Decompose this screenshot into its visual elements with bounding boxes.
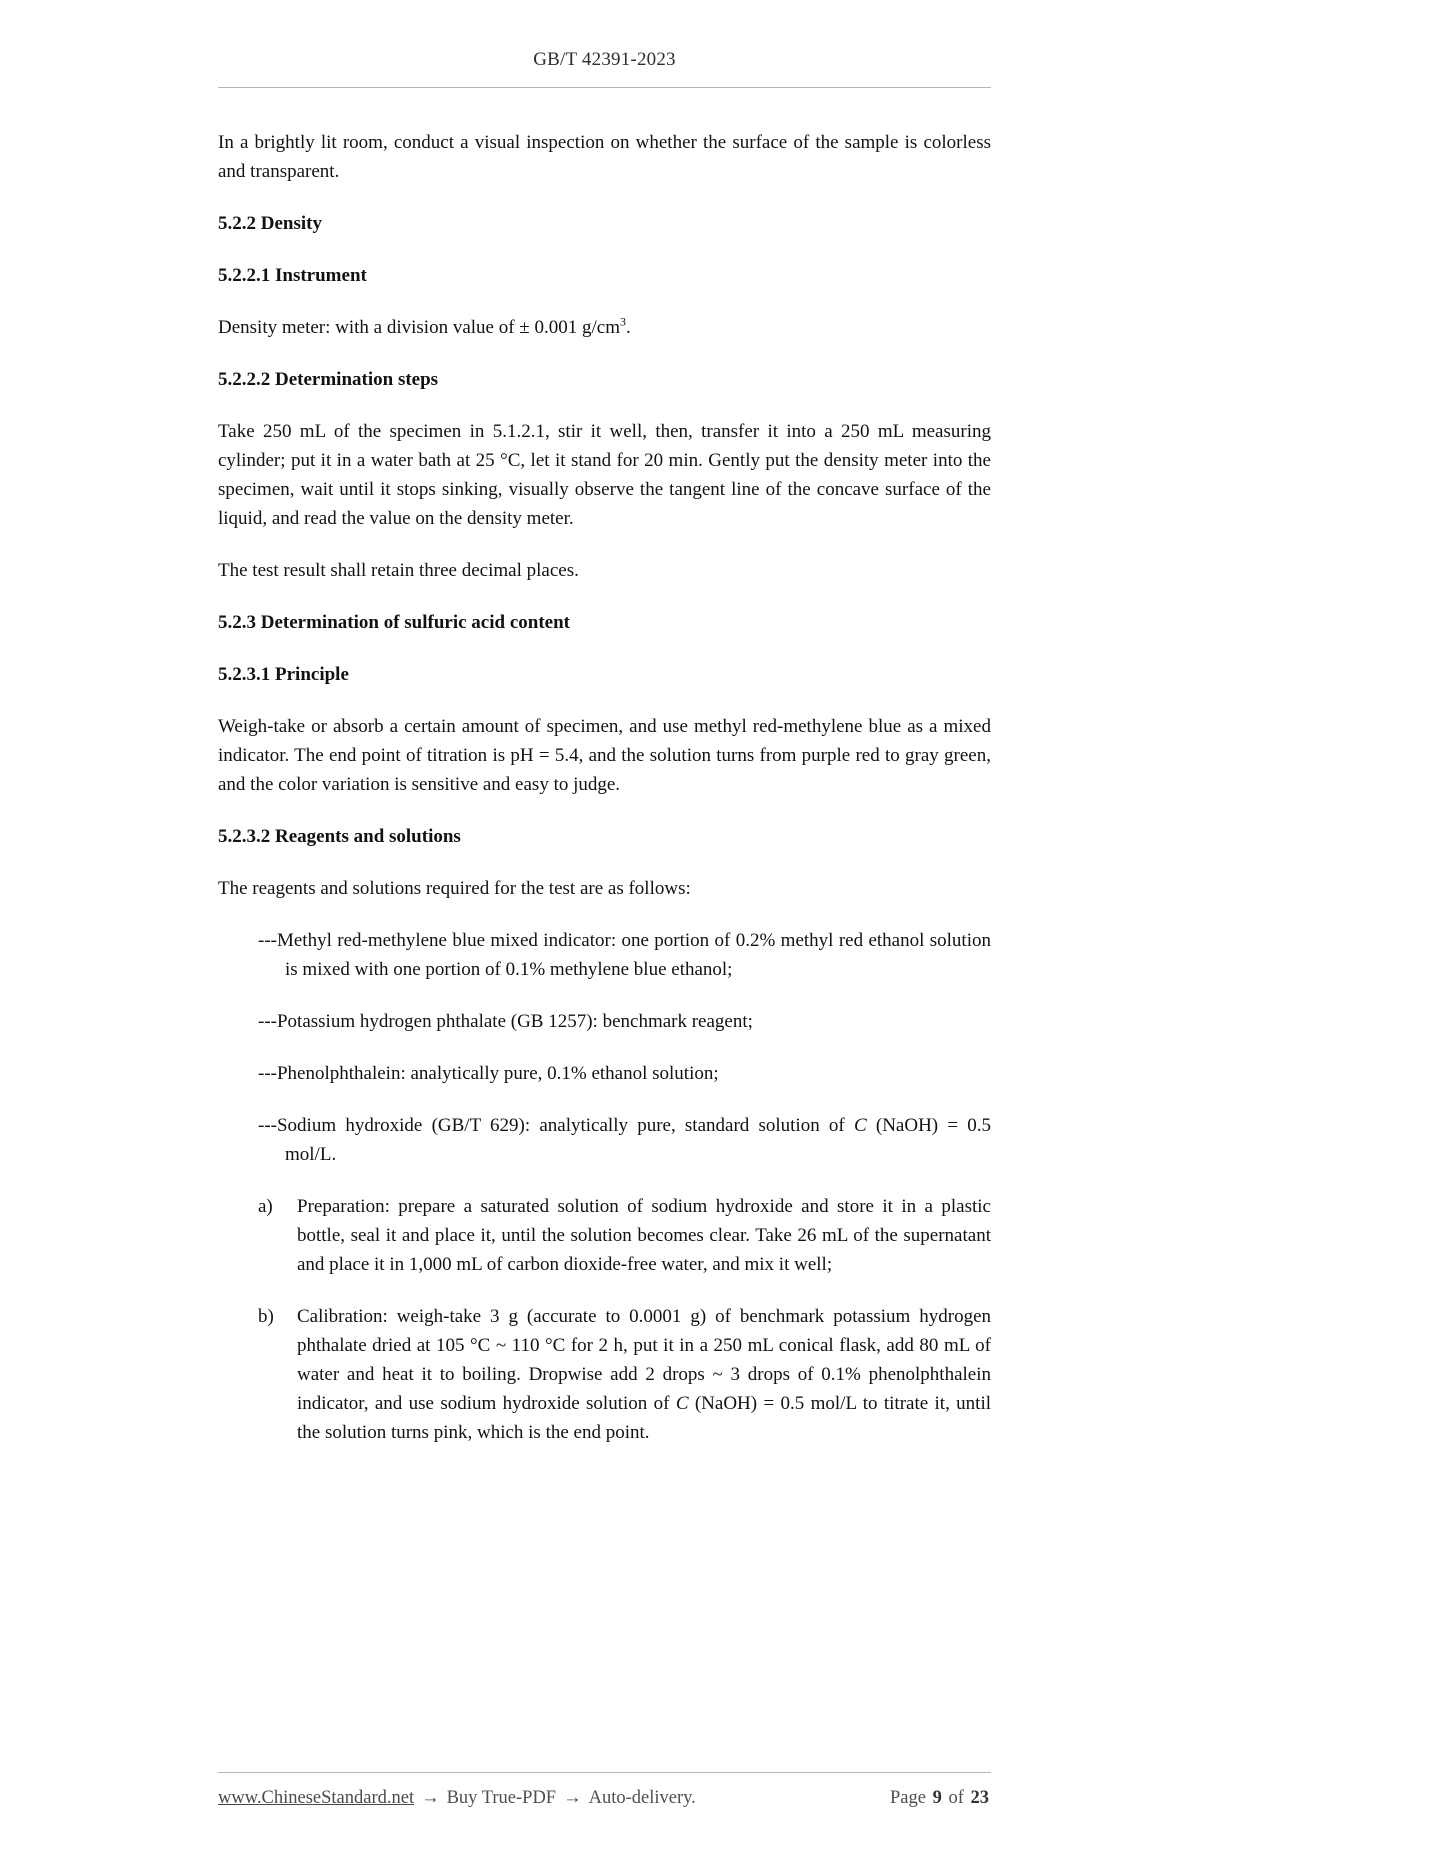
list-label-b: b) bbox=[258, 1306, 274, 1327]
paragraph-determination-steps: Take 250 mL of the specimen in 5.1.2.1, stir it well, then, transfer it into a 250 mL measuring cylinder; put it in a water bath at 25 °C, let it stand for 20 min. Gently put the density meter into the specimen, wait until it stops sinking, visually observe the tangent line of the concave surface of the liquid, and read the value on the density meter. bbox=[218, 421, 991, 529]
density-meter-text: Density meter: with a division value of ± 0.001 g/cm bbox=[218, 317, 620, 338]
reagent-item-potassium-hydrogen-phthalate: ---Potassium hydrogen phthalate (GB 1257): benchmark reagent; bbox=[258, 1011, 753, 1032]
footer-site-link[interactable]: www.ChineseStandard.net bbox=[218, 1788, 415, 1808]
heading-5-2-3-1-principle: 5.2.3.1 Principle bbox=[218, 664, 349, 685]
list-item-a-preparation bbox=[218, 1192, 991, 1279]
page-number-total: 23 bbox=[970, 1788, 989, 1808]
footer-promo bbox=[218, 1788, 696, 1809]
paragraph-density-meter bbox=[218, 313, 991, 342]
arrow-right-icon: → bbox=[563, 1788, 582, 1808]
reagent-item-sodium-hydroxide bbox=[218, 1111, 991, 1169]
list-item-b-calibration bbox=[218, 1302, 991, 1447]
list-text-b-pre: Calibration: weigh-take 3 g (accurate to 0.0001 g) of benchmark potassium hydrogen phthalate dried at 105 °C ~ 110 °C for 2 h, put it in a 250 mL conical flask, add 80 mL of water and heat it to boiling. Dropwise add 2 drops ~ 3 drops of 0.1% phenolphthalein indicator, and use sodium hydroxide solution of bbox=[297, 1306, 991, 1414]
arrow-right-icon: → bbox=[421, 1788, 440, 1808]
page-indicator bbox=[890, 1788, 991, 1809]
concentration-symbol: C bbox=[853, 1115, 867, 1136]
page-number-current: 9 bbox=[932, 1788, 942, 1808]
page-label: Page bbox=[889, 1788, 926, 1808]
list-text-b-post: (NaOH) = 0.5 mol/L to titrate it, until the solution turns pink, which is the end point. bbox=[297, 1393, 992, 1443]
heading-5-2-3-2-reagents-and-solutions: 5.2.3.2 Reagents and solutions bbox=[218, 826, 461, 847]
paragraph-test-result: The test result shall retain three decimal places. bbox=[218, 560, 579, 581]
list-text-a: Preparation: prepare a saturated solution of sodium hydroxide and store it in a plastic bottle, seal it and place it, until the solution becomes clear. Take 26 mL of the supernatant and place it in 1,000 mL of carbon dioxide-free water, and mix it well; bbox=[297, 1196, 991, 1275]
page-of-label: of bbox=[948, 1788, 964, 1808]
document-number: GB/T 42391-2023 bbox=[218, 0, 991, 88]
density-meter-period: . bbox=[625, 317, 631, 338]
page-footer bbox=[218, 1772, 991, 1809]
page-header bbox=[218, 0, 991, 88]
paragraph-reagents-intro: The reagents and solutions required for the test are as follows: bbox=[218, 878, 691, 899]
superscript-3: 3 bbox=[619, 314, 626, 329]
reagent-item-phenolphthalein: ---Phenolphthalein: analytically pure, 0.1% ethanol solution; bbox=[258, 1063, 719, 1084]
footer-delivery-text: Auto-delivery. bbox=[588, 1788, 696, 1808]
paragraph-visual-inspection: In a brightly lit room, conduct a visual inspection on whether the surface of the sample is colorless and transparent. bbox=[218, 132, 991, 182]
concentration-symbol: C bbox=[675, 1393, 689, 1414]
heading-5-2-2-2-determination-steps: 5.2.2.2 Determination steps bbox=[218, 369, 439, 390]
heading-5-2-3-sulfuric-acid-content: 5.2.3 Determination of sulfuric acid content bbox=[218, 612, 570, 633]
sodium-hydroxide-text: ---Sodium hydroxide (GB/T 629): analytically pure, standard solution of bbox=[258, 1115, 854, 1136]
reagent-item-methyl-red: ---Methyl red-methylene blue mixed indicator: one portion of 0.2% methyl red ethanol solution is mixed with one portion of 0.1% methylene blue ethanol; bbox=[258, 930, 991, 980]
heading-5-2-2-1-instrument: 5.2.2.1 Instrument bbox=[218, 265, 367, 286]
document-body bbox=[218, 128, 991, 1470]
heading-5-2-2-density: 5.2.2 Density bbox=[218, 213, 322, 234]
paragraph-principle: Weigh-take or absorb a certain amount of specimen, and use methyl red-methylene blue as a mixed indicator. The end point of titration is pH = 5.4, and the solution turns from purple red to gray green, and the color variation is sensitive and easy to judge. bbox=[218, 716, 991, 795]
list-label-a: a) bbox=[258, 1196, 273, 1217]
footer-buy-text: Buy True-PDF bbox=[446, 1788, 557, 1808]
sodium-hydroxide-value: (NaOH) = 0.5 mol/L. bbox=[285, 1115, 992, 1165]
